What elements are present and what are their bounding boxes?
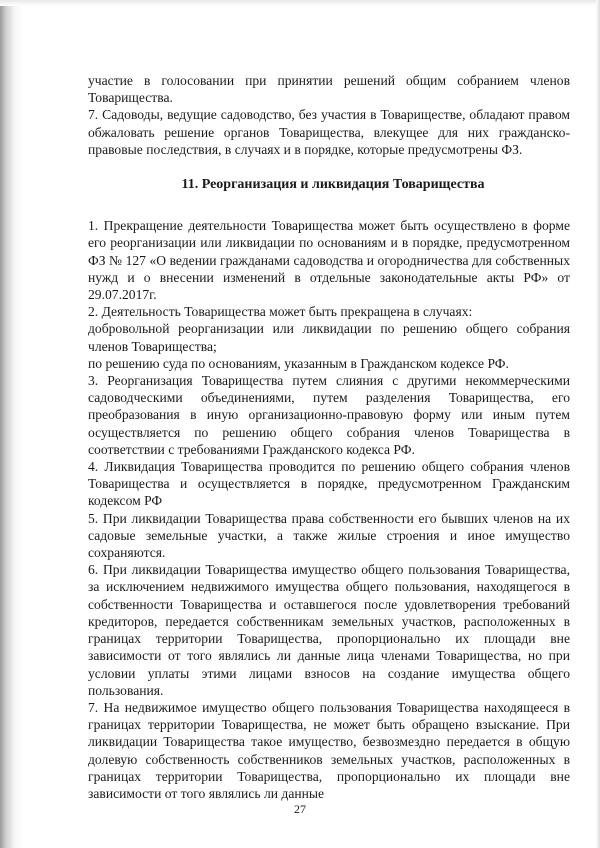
paragraph-item-1: 1. Прекращение деятельности Товарищества может быть осуществлено в форме его реорганизации или ликвидации по основаниям и в порядке, предусмотренном ФЗ № 127 «О ведении гражданами садоводства и огородничества для собственных нужд и о внесении изменений в отдельные законодательные акты РФ» от 29.07.2017г.	[88, 218, 570, 303]
page-number: 27	[294, 802, 306, 816]
paragraph-item-5: 5. При ликвидации Товарищества права собственности его бывших членов на их садовые земельные участки, а также жилые строения и иное имущество сохраняются.	[88, 510, 570, 561]
page-top-edge	[0, 0, 600, 6]
paragraph-item-6: 6. При ликвидации Товарищества имущество общего пользования Товарищества, за исключением недвижимого имущества общего пользования, находящегося в собственности Товарищества и оставшегося после удовлетворения требований кредиторов, передается собственникам земельных участков, расположенных в границах территории Товарищества, пропорционально их площади вне зависимости от того являлись ли данные лица членами Товарищества, но при условии уплаты этими лицами взносов на создание имущества общего пользования.	[88, 562, 570, 698]
paragraph-item-2-case-a: добровольной реорганизации или ликвидации по решению общего собрания членов Товарищества;	[88, 321, 570, 354]
page-right-edge	[596, 0, 600, 848]
paragraph-continuation: участие в голосовании при принятии решений общим собранием членов Товарищества.	[88, 73, 570, 106]
paragraph-item-7: 7. На недвижимое имущество общего пользования Товарищества находящееся в границах территории Товарищества, не может быть обращено взыскание. При ликвидации Товарищества такое имущество, безвозмездно передается в общую долевую собственность собственников земельных участков, расположенных в границах территории Товарищества, пропорционально их площади вне зависимости от того являлись ли данные	[88, 699, 570, 801]
paragraph-item-2: 2. Деятельность Товарищества может быть прекращена в случаях:	[88, 304, 473, 320]
section-title: 11. Реорганизация и ликвидация Товарищества	[181, 177, 485, 193]
paragraph-item-2-case-b: по решению суда по основаниям, указанным в Гражданском кодексе РФ.	[88, 355, 509, 371]
paragraph-item-3: 3. Реорганизация Товарищества путем слияния с другими некоммерческими садоводческими объединениями, путем разделения Товарищества, его преобразования в иную организационно-правовую форму или иным путем осуществляется по решению общего собрания членов Товарищества в соответствии с требованиями Гражданского кодекса РФ.	[88, 373, 570, 457]
paragraph-item-4: 4. Ликвидация Товарищества проводится по решению общего собрания членов Товарищества и осуществляется в порядке, предусмотренном Гражданским кодексом РФ	[88, 459, 570, 509]
document-body	[88, 72, 570, 802]
paragraph-item-7-gardeners: 7. Садоводы, ведущие садоводство, без участия в Товариществе, обладают правом обжаловать решение органов Товарищества, влекущее для них гражданско-правовые последствия, в случаях и в порядке, которые предусмотрены ФЗ.	[88, 107, 570, 157]
